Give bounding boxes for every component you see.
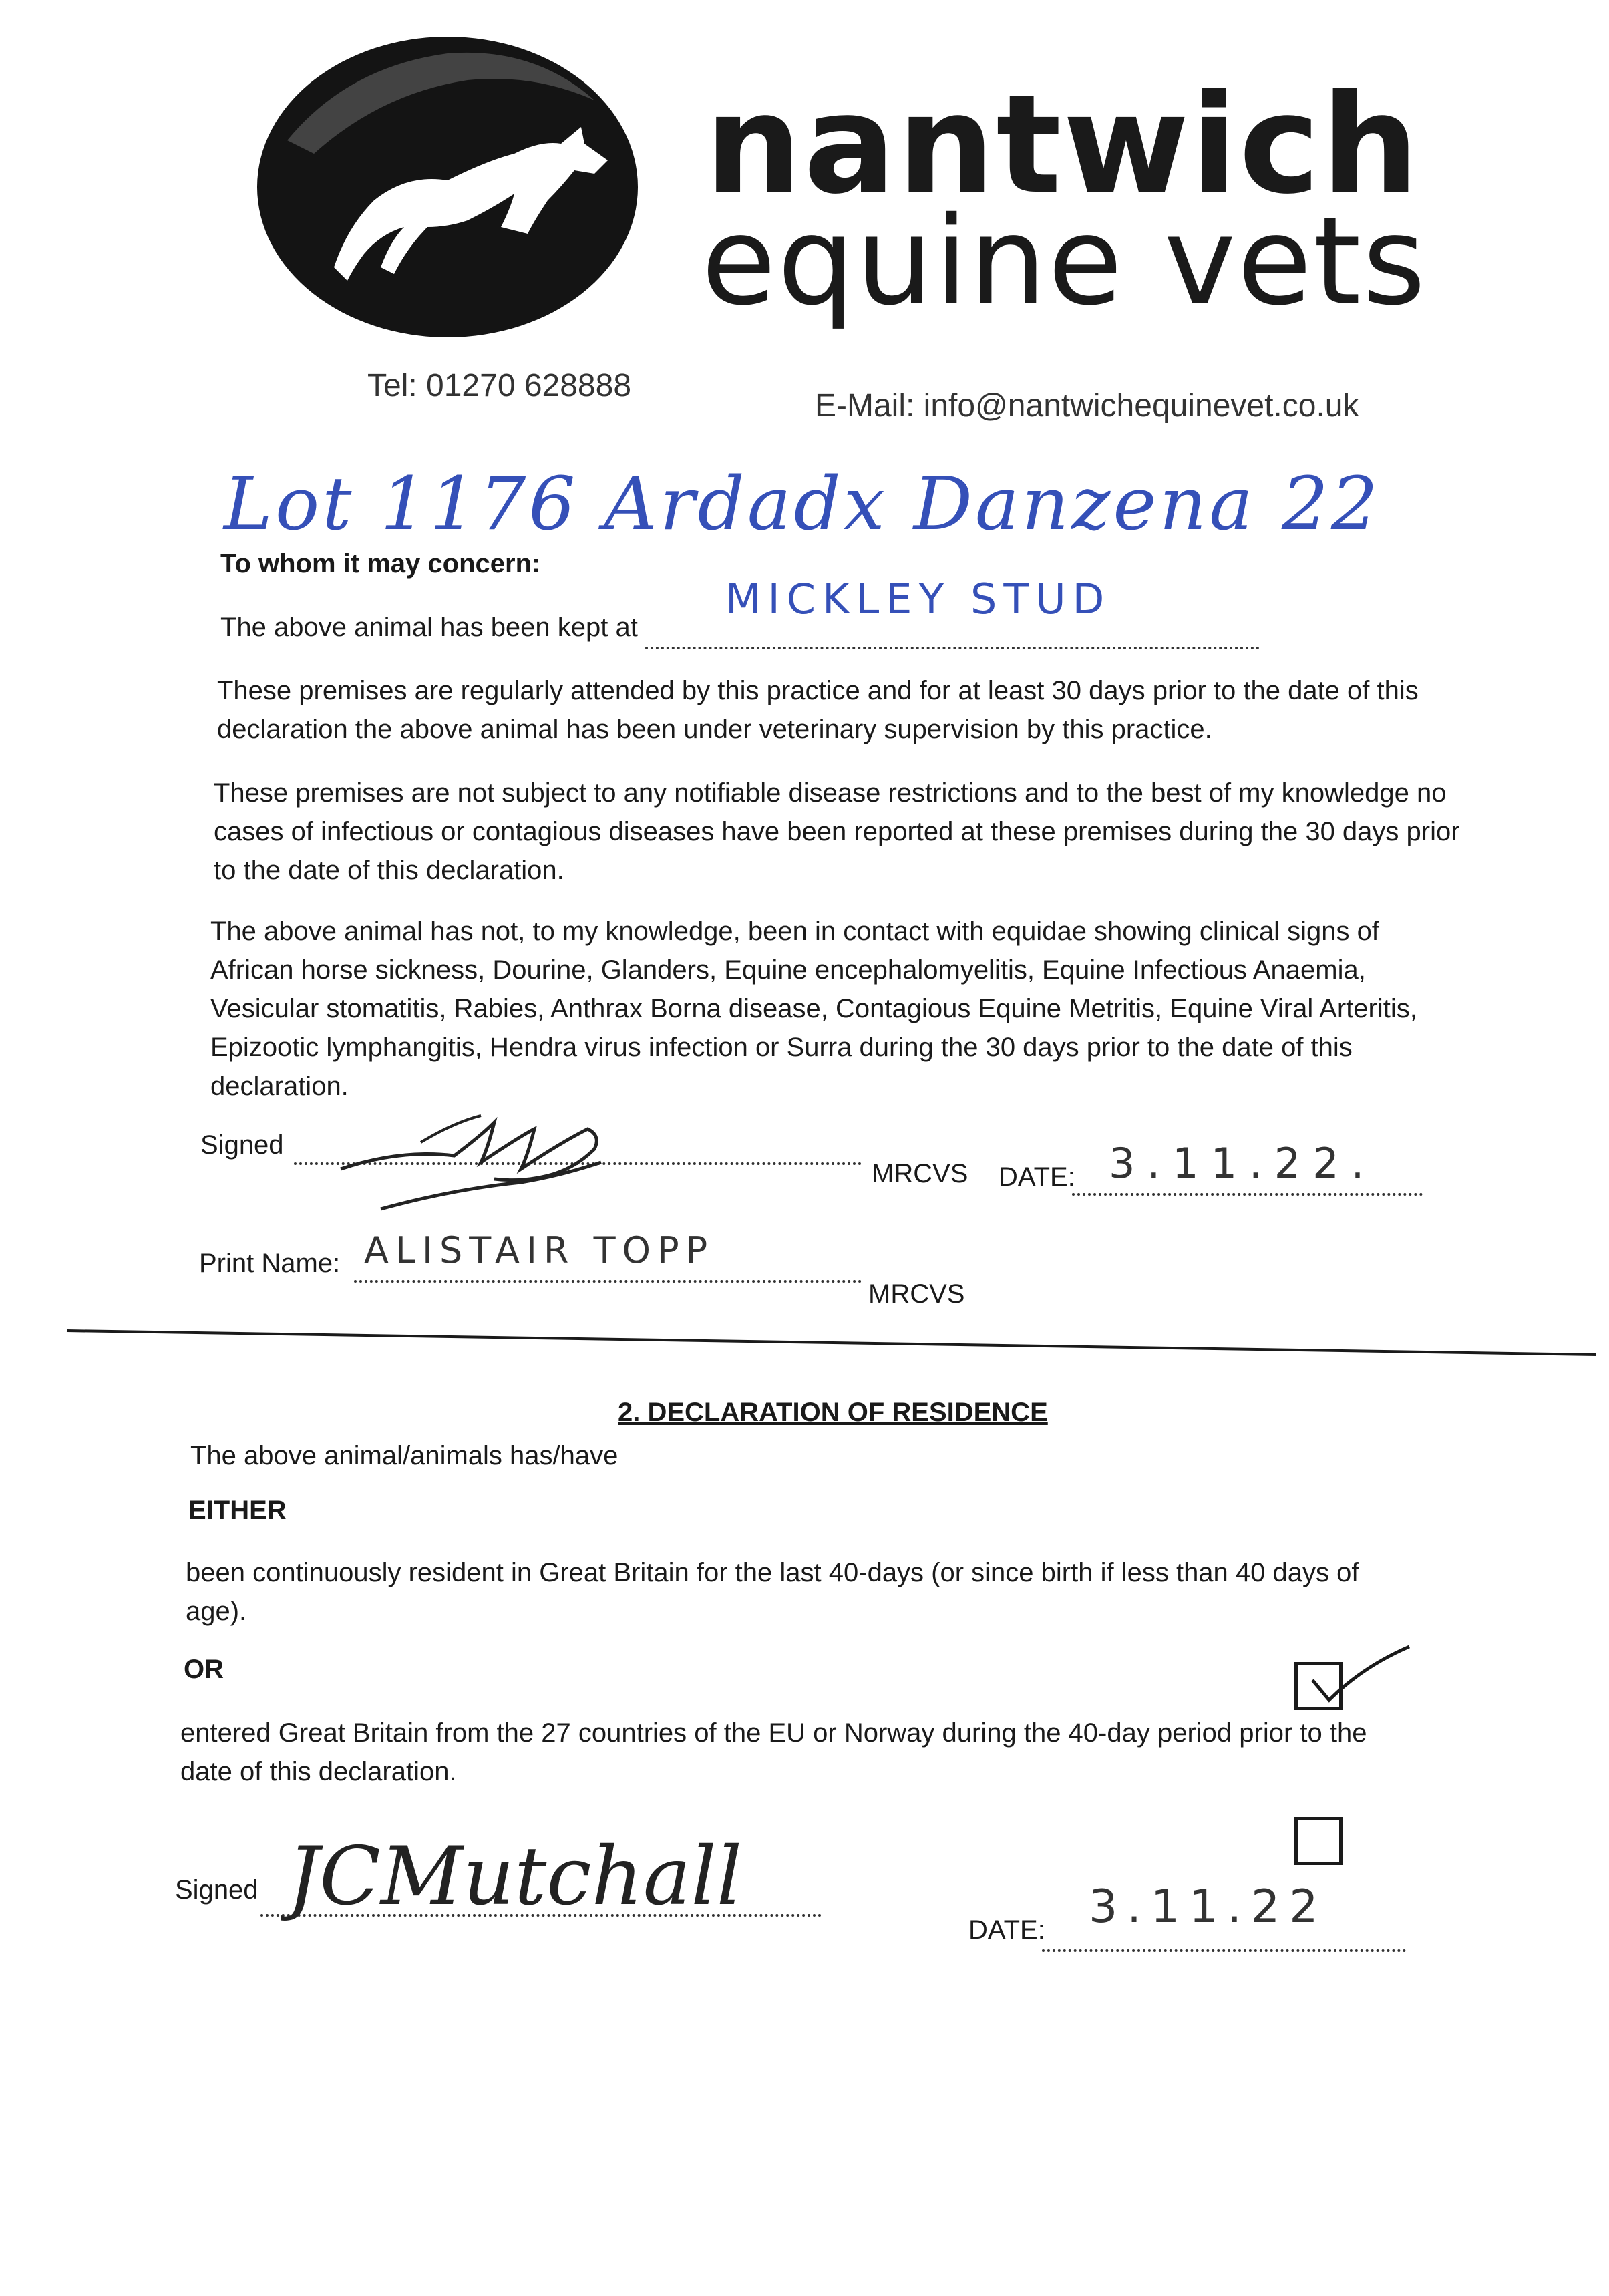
vet-date-label: DATE:: [999, 1162, 1075, 1192]
print-name-value: ALISTAIR TOPP: [364, 1229, 715, 1271]
or-label: OR: [184, 1655, 224, 1684]
option2-text: entered Great Britain from the 27 countries of the EU or Norway during the 40-day period prior to the date of this declaration.: [180, 1718, 1367, 1786]
paragraph-supervision: These premises are regularly attended by this practice and for at least 30 days prior to the date of this declaration the above animal has been under veterinary supervision by this practice.: [217, 676, 1419, 744]
kept-at-label: The above animal has been kept at: [220, 613, 638, 642]
logo-horse-emblem: [247, 27, 648, 341]
email-address: E-Mail: info@nantwichequinevet.co.uk: [815, 388, 1359, 424]
brand-name-line1: nantwich: [705, 65, 1421, 224]
vet-mrcvs-label: MRCVS: [872, 1159, 968, 1188]
owner-signature-drawing: [281, 1827, 761, 1921]
print-mrcvs-label: MRCVS: [868, 1279, 965, 1309]
salutation: To whom it may concern:: [220, 549, 541, 579]
section2-heading: 2. DECLARATION OF RESIDENCE: [618, 1398, 1048, 1427]
kept-at-field[interactable]: [645, 575, 1260, 649]
section-divider: [67, 1329, 1596, 1356]
option2-checkbox[interactable]: [1294, 1817, 1343, 1865]
owner-signature-text: JCMutchall: [287, 1830, 743, 1921]
owner-date-value: 3.11.22: [1089, 1880, 1328, 1933]
owner-signed-label: Signed: [175, 1875, 258, 1905]
paragraph-no-restrictions: These premises are not subject to any notifiable disease restrictions and to the best of my knowledge no cases of infectious or contagious diseases have been reported at these premises during the 30 days prior to the date of this declaration.: [214, 778, 1460, 885]
print-name-label: Print Name:: [199, 1249, 341, 1278]
checkmark-icon: [1302, 1640, 1416, 1713]
vet-date-value: 3.11.22.: [1109, 1139, 1377, 1188]
kept-at-value: MICKLEY STUD: [725, 575, 1111, 623]
option1-text: been continuously resident in Great Britain for the last 40-days (or since birth if less than 40 days of age).: [186, 1558, 1359, 1626]
vet-signed-label: Signed: [200, 1130, 284, 1160]
either-label: EITHER: [188, 1496, 287, 1525]
vet-signature-drawing: [321, 1096, 695, 1222]
section2-intro: The above animal/animals has/have: [190, 1441, 618, 1470]
telephone-number: Tel: 01270 628888: [367, 368, 632, 403]
brand-name-line2: equine vets: [701, 190, 1427, 332]
paragraph-no-contact: The above animal has not, to my knowledge, been in contact with equidae showing clinical signs of African horse sickness, Dourine, Glanders, Equine encephalomyelitis, Equine Infectious Anaemia, Vesicular stomatitis, Rabies, Anthrax Borna disease, Contagious Equine Metritis, Equine Viral Arteritis, Epizootic lymphangitis, Hendra virus infection or Surra during the 30 days prior to the date of this declaration.: [210, 917, 1417, 1101]
animal-reference-handwritten: Lot 1176 Ardadx Danzena 22: [224, 461, 1381, 546]
kept-at-row: [220, 575, 1260, 649]
owner-date-label: DATE:: [968, 1915, 1045, 1945]
